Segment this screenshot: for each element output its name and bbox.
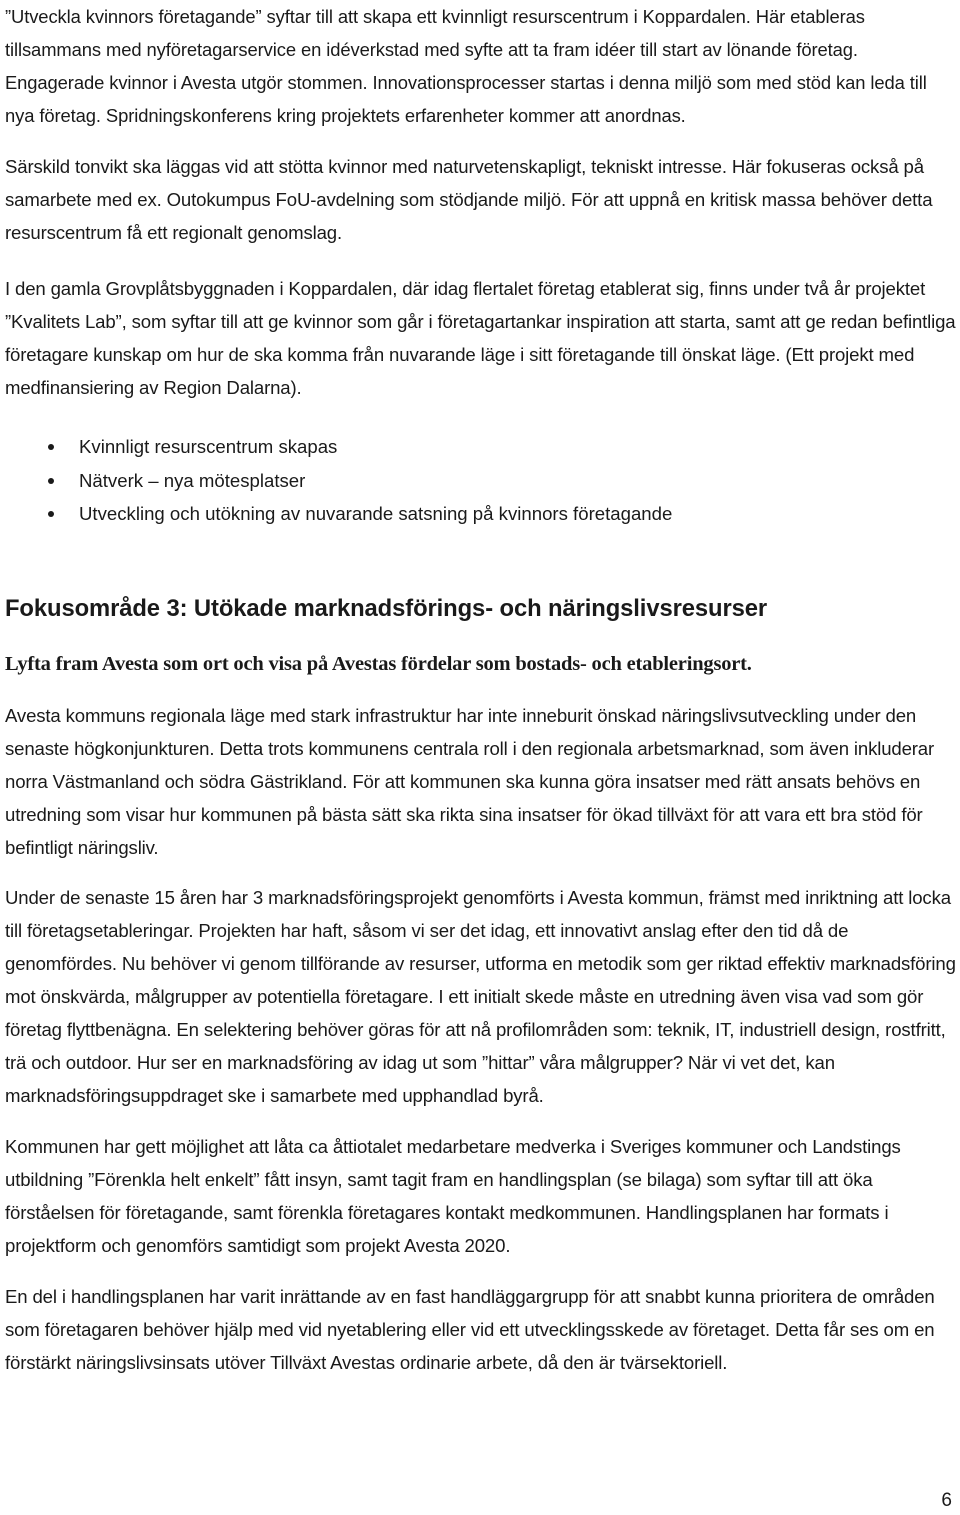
- bullet-item: [5, 430, 957, 464]
- bullet-item: [5, 464, 957, 498]
- section-subheading: Lyfta fram Avesta som ort och visa på Avestas fördelar som bostads- och etableringsort.: [5, 652, 752, 675]
- bullet-icon: [48, 511, 54, 517]
- page-number: 6: [941, 1490, 952, 1511]
- document-page: [5, 0, 957, 1379]
- bullet-icon: [48, 444, 54, 450]
- intro-paragraph: ”Utveckla kvinnors företagande” syftar till att skapa ett kvinnligt resurscentrum i Koppardalen. Här etableras tillsammans med nyföretagarservice en idéverkstad med syfte att ta fram idéer till start av lönande företag. Engagerade kvinnor i Avesta utgör stommen. Innovationsprocesser startas i denna miljö som med stöd kan leda till nya företag. Spridningskonferens kring projektets erfarenheter kommer att anordnas.: [5, 6, 927, 126]
- bullet-list: [5, 430, 957, 531]
- body-paragraph: Under de senaste 15 åren har 3 marknadsföringsprojekt genomförts i Avesta kommun, främst med inriktning att locka till företagsetableringar. Projekten har haft, såsom vi ser det idag, ett innovativt anslag efter den tid då de genomfördes. Nu behöver vi genom tillförande av resurser, utforma en metodik som ger riktad effektiv marknadsföring mot önskvärda, målgrupper av potentiella företagare. I ett initialt skede måste en utredning även visa vad som gör företag flyttbenägna. En selektering behöver göras för att nå profilområden som: teknik, IT, industriell design, rostfritt, trä och outdoor. Hur ser en marknadsföring av idag ut som ”hittar” våra målgrupper? När vi vet det, kan marknadsföringsuppdraget ske i samarbete med upphandlad byrå.: [5, 886, 956, 1106]
- bullet-text: Utveckling och utökning av nuvarande satsning på kvinnors företagande: [79, 503, 673, 524]
- bullet-icon: [48, 478, 54, 484]
- body-paragraph: Avesta kommuns regionala läge med stark infrastruktur har inte inneburit önskad näringslivsutveckling under den senaste högkonjunkturen. Detta trots kommunens centrala roll i den regionala arbetsmarknad, som även inkluderar norra Västmanland och södra Gästrikland. För att kommunen ska kunna göra insatser med rätt ansats behövs en utredning som visar hur kommunen på bästa sätt ska rikta sina insatser för ökad tillväxt för att vara ett bra stöd för befintligt näringsliv.: [5, 704, 935, 858]
- section-heading: Fokusområde 3: Utökade marknadsförings- och näringslivsresurser: [5, 594, 768, 622]
- bullet-text: Nätverk – nya mötesplatser: [79, 469, 306, 491]
- bullet-text: Kvinnligt resurscentrum skapas: [79, 436, 338, 457]
- bullet-item: [5, 497, 957, 531]
- body-paragraph: Särskild tonvikt ska läggas vid att stötta kvinnor med naturvetenskapligt, tekniskt intresse. Här fokuseras också på samarbete med ex. Outokumpus FoU-avdelning som stödjande miljö. För att uppnå en kritisk massa behöver detta resurscentrum få ett regionalt genomslag.: [5, 156, 933, 243]
- body-paragraph: I den gamla Grovplåtsbyggnaden i Koppardalen, där idag flertalet företag etablerat sig, finns under två år projektet ”Kvalitets Lab”, som syftar till att ge kvinnor som går i företagartankar inspiration att starta, samt att ge redan befintliga företagare kunskap om hur de ska komma från nuvarande läge i sitt företagande till önskat läge. (Ett projekt med medfinansiering av Region Dalarna).: [5, 278, 956, 398]
- body-paragraph: Kommunen har gett möjlighet att låta ca åttiotalet medarbetare medverka i Sveriges kommuner och Landstings utbildning ”Förenkla helt enkelt” fått insyn, samt tagit fram en handlingsplan (se bilaga) som syftar till att öka förståelsen för företagande, samt förenkla företagares kontakt medkommunen. Handlingsplanen har formats i projektform och genomförs samtidigt som projekt Avesta 2020.: [5, 1135, 901, 1256]
- body-paragraph: En del i handlingsplanen har varit inrättande av en fast handläggargrupp för att snabbt kunna prioritera de områden som företagaren behöver hjälp med vid nyetablering eller vid ett utvecklingsskede av företaget. Detta får ses om en förstärkt näringslivsinsats utöver Tillväxt Avestas ordinarie arbete, då den är tvärsektoriell.: [5, 1285, 935, 1373]
